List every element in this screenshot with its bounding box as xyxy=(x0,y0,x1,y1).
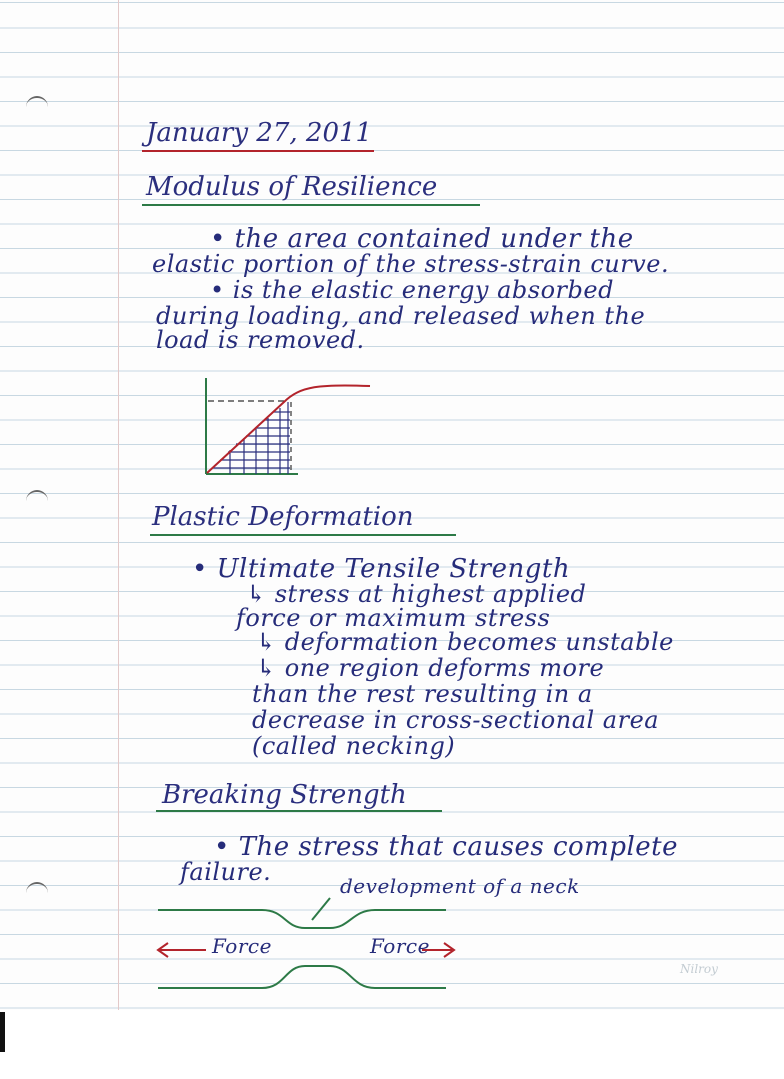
section-title-plastic: Plastic Deformation xyxy=(152,502,414,532)
note-line: force or maximum stress xyxy=(236,604,551,632)
note-line: • The stress that causes complete xyxy=(214,832,678,862)
note-line: • the area contained under the xyxy=(210,224,634,254)
note-line: failure. xyxy=(180,858,272,886)
scan-edge-shadow xyxy=(0,1012,5,1052)
note-line: than the rest resulting in a xyxy=(252,680,593,708)
note-line: decrease in cross-sectional area xyxy=(252,706,660,734)
section-title-modulus: Modulus of Resilience xyxy=(146,172,438,202)
note-line: • Ultimate Tensile Strength xyxy=(192,554,571,584)
note-line: (called necking) xyxy=(252,732,456,760)
force-label-right: Force xyxy=(370,934,430,958)
note-line: elastic portion of the stress-strain curve. xyxy=(152,250,670,278)
note-line: • is the elastic energy absorbed xyxy=(210,276,614,304)
date-heading: January 27, 2011 xyxy=(146,118,373,148)
force-label-left: Force xyxy=(212,934,272,958)
note-line: ↳ deformation becomes unstable xyxy=(256,628,674,656)
neck-annotation: development of a neck xyxy=(340,874,580,898)
scan-bottom-margin xyxy=(0,1010,784,1079)
note-line: ↳ stress at highest applied xyxy=(246,580,587,608)
note-line: during loading, and released when the xyxy=(156,302,646,330)
note-line: ↳ one region deforms more xyxy=(256,654,605,682)
paper-watermark: Nilroy xyxy=(680,962,718,976)
note-line: load is removed. xyxy=(156,326,365,354)
section-title-breaking: Breaking Strength xyxy=(162,780,407,810)
